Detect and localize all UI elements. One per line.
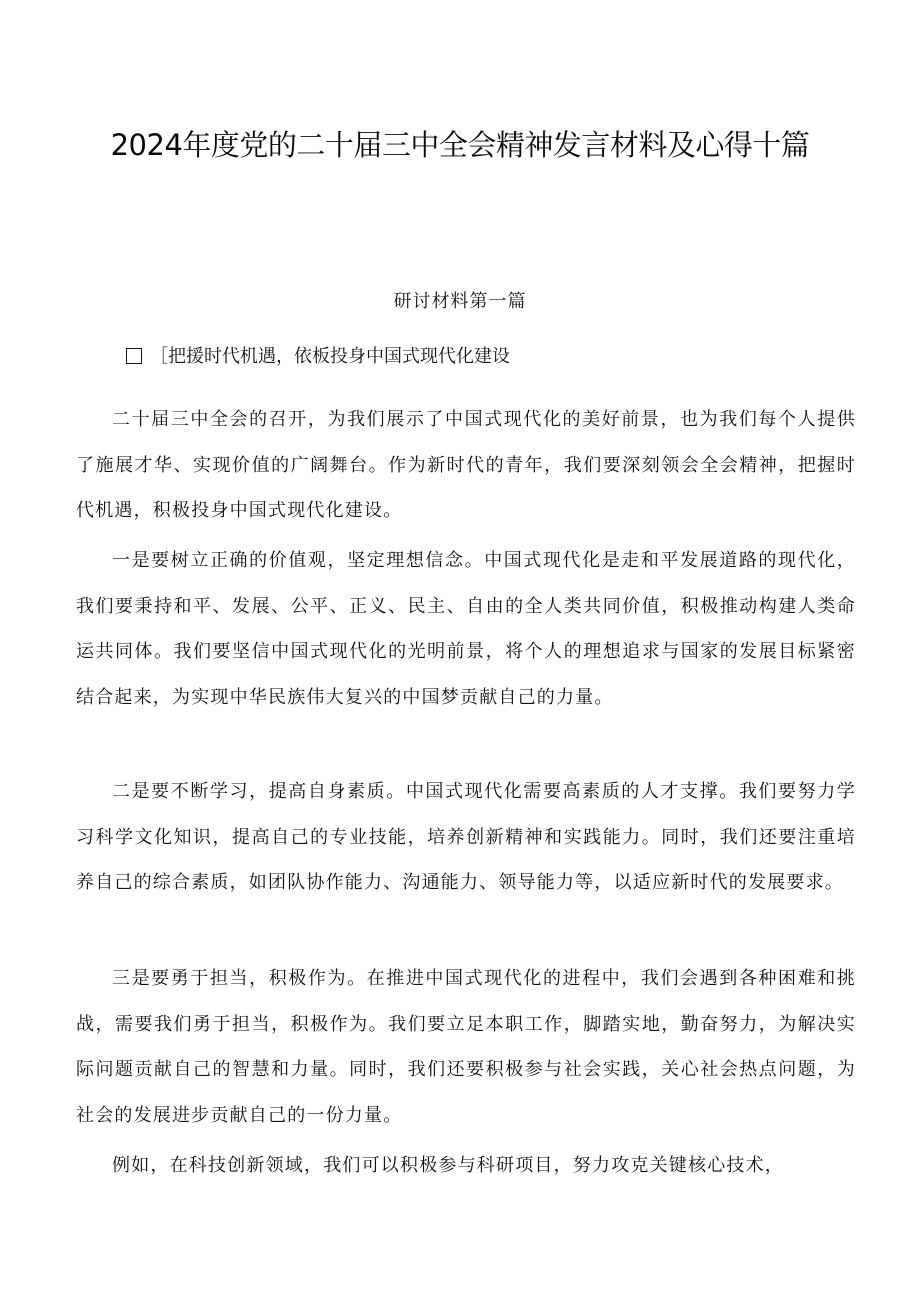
paragraph: 例如，在科技创新领域，我们可以积极参与科研项目，努力攻克关键核心技术， — [112, 1155, 784, 1176]
paragraph: 三是要勇于担当，积极作为。在推进中国式现代化的进程中，我们会遇到各种困难和挑战，需要我们勇于担当，积极作为。我们要立足本职工作，脚踏实地，勤奋努力，为解决实际问题贡献自己的智慧和力量。同时，我们还要积极参与社会实践，关心社会热点问题，为社会的发展进步贡献自己的一份力量。 — [76, 968, 856, 1126]
subheading — [126, 342, 826, 372]
paragraph: 一是要树立正确的价值观，坚定理想信念。中国式现代化是走和平发展道路的现代化，我们要秉持和平、发展、公平、正义、民主、自由的全人类共同价值，积极推动构建人类命运共同体。我们要坚信中国式现代化的光明前景，将个人的理想追求与国家的发展目标紧密结合起来，为实现中华民族伟大复兴的中国梦贡献自己的力量。 — [76, 550, 856, 708]
document-title: 2024年度党的二十届三中全会精神发言材料及心得十篇 — [110, 128, 810, 162]
section-heading: 研讨材料第一篇 — [393, 291, 527, 312]
checkbox-box-icon — [126, 348, 142, 364]
paragraph: 二十届三中全会的召开，为我们展示了中国式现代化的美好前景，也为我们每个人提供了施展才华、实现价值的广阔舞台。作为新时代的青年，我们要深刻领会全会精神，把握时代机遇，积极投身中国式现代化建设。 — [76, 409, 856, 521]
subheading-text: ［把援时代机遇，依板投身中国式现代化建设 — [150, 346, 510, 367]
paragraph: 二是要不断学习，提高自身素质。中国式现代化需要高素质的人才支撑。我们要努力学习科学文化知识，提高自己的专业技能，培养创新精神和实践能力。同时，我们还要注重培养自己的综合素质，如团队协作能力、沟通能力、领导能力等，以适应新时代的发展要求。 — [76, 781, 856, 893]
